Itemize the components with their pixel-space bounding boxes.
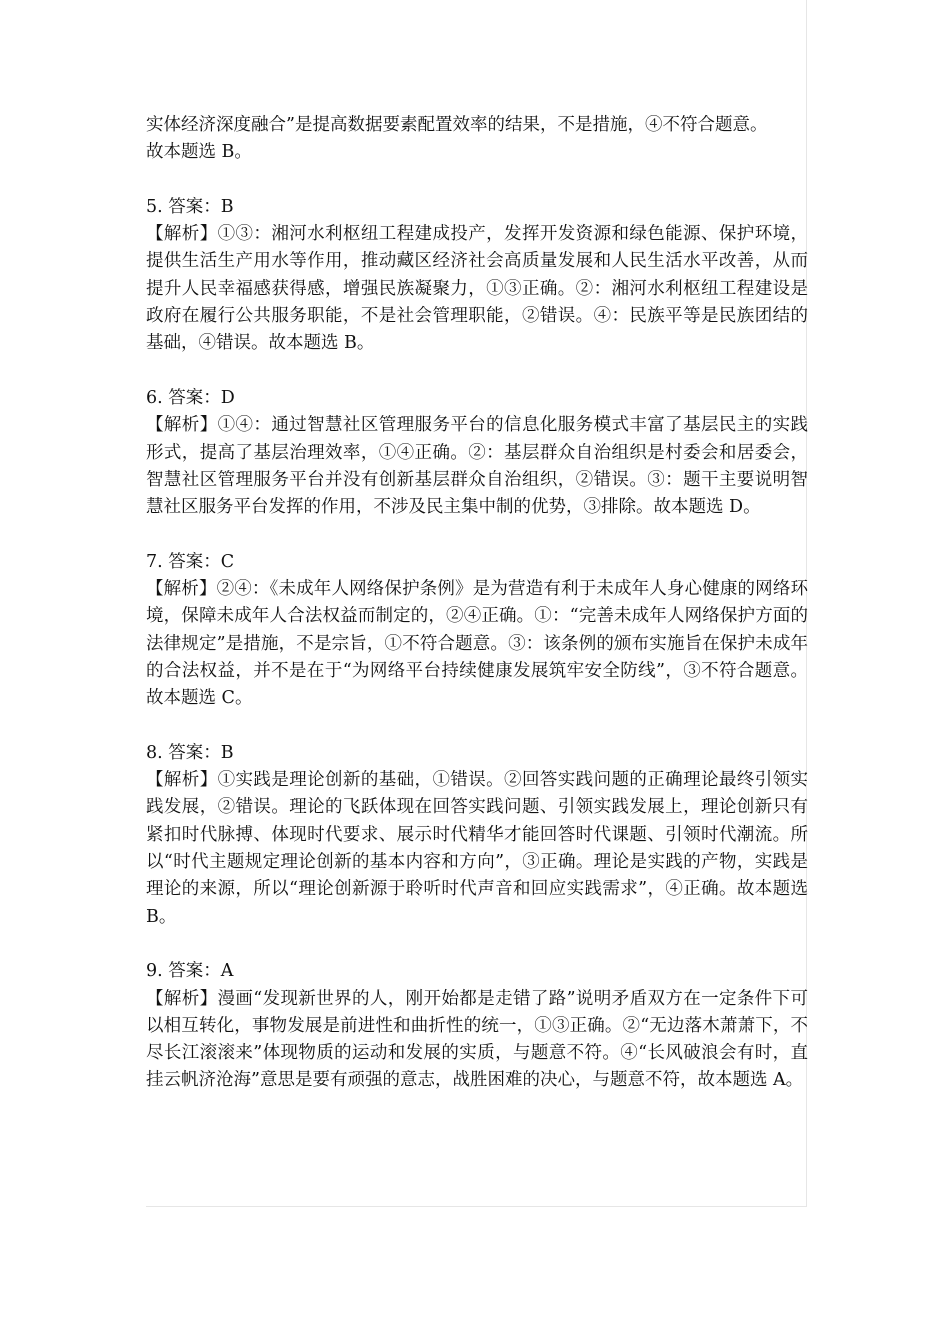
answer-block-9 — [146, 958, 808, 1094]
answer-block-6 — [146, 385, 808, 521]
answer-block-8 — [146, 740, 808, 931]
continuation-line-2: 故本题选 B。 — [146, 142, 252, 163]
answer-label: 9. 答案：A — [146, 961, 234, 982]
answer-analysis-document — [146, 112, 808, 1095]
answer-label: 5. 答案：B — [146, 196, 234, 217]
continuation-line-1: 实体经济深度融合”是提高数据要素配置效率的结果，不是措施，④不符合题意。 — [146, 115, 768, 135]
analysis-text: 【解析】②④：《未成年人网络保护条例》是为营造有利于未成年人身心健康的网络环境，保障未成年人合法权益而制定的，②④正确。①：“完善未成年人网络保护方面的法律规定”是措施，不是宗旨，①不符合题意。③：该条例的颁布实施旨在保护未成年的合法权益，并不是在于“为网络平台持续健康发展筑牢安全防线”，③不符合题意。故本题选 C。 — [146, 579, 808, 709]
analysis-text: 【解析】①④：通过智慧社区管理服务平台的信息化服务模式丰富了基层民主的实践形式，提高了基层治理效率，①④正确。②：基层群众自治组织是村委会和居委会，智慧社区管理服务平台并没有创新基层群众自治组织，②错误。③：题干主要说明智慧社区服务平台发挥的作用，不涉及民主集中制的优势，③排除。故本题选 D。 — [146, 415, 808, 518]
analysis-text: 【解析】漫画“发现新世界的人，刚开始都是走错了路”说明矛盾双方在一定条件下可以相互转化，事物发展是前进性和曲折性的统一，①③正确。②“无边落木萧萧下，不尽长江滚滚来”体现物质的运动和发展的实质，与题意不符。④“长风破浪会有时，直挂云帆济沧海”意思是要有顽强的意志，战胜困难的决心，与题意不符，故本题选 A。 — [146, 988, 808, 1091]
answer-block-5 — [146, 194, 808, 358]
analysis-text: 【解析】①③：湘河水利枢纽工程建成投产，发挥开发资源和绿色能源、保护环境，提供生活生产用水等作用，推动藏区经济社会高质量发展和人民生活水平改善，从而提升人民幸福感获得感，增强民族凝聚力，①③正确。②：湘河水利枢纽工程建设是政府在履行公共服务职能，不是社会管理职能，②错误。④：民族平等是民族团结的基础，④错误。故本题选 B。 — [146, 224, 808, 354]
answer-label: 6. 答案：D — [146, 387, 235, 408]
answer-label: 8. 答案：B — [146, 742, 234, 763]
answer-block-7 — [146, 549, 808, 713]
answer-label: 7. 答案：C — [146, 551, 235, 572]
analysis-text: 【解析】①实践是理论创新的基础，①错误。②回答实践问题的正确理论最终引领实践发展，②错误。理论的飞跃体现在回答实践问题、引领实践发展上，理论创新只有紧扣时代脉搏、体现时代要求、展示时代精华才能回答时代课题、引领时代潮流。所以“时代主题规定理论创新的基本内容和方向”，③正确。理论是实践的产物，实践是理论的来源，所以“理论创新源于聆听时代声音和回应实践需求”，④正确。故本题选 B。 — [146, 770, 808, 927]
